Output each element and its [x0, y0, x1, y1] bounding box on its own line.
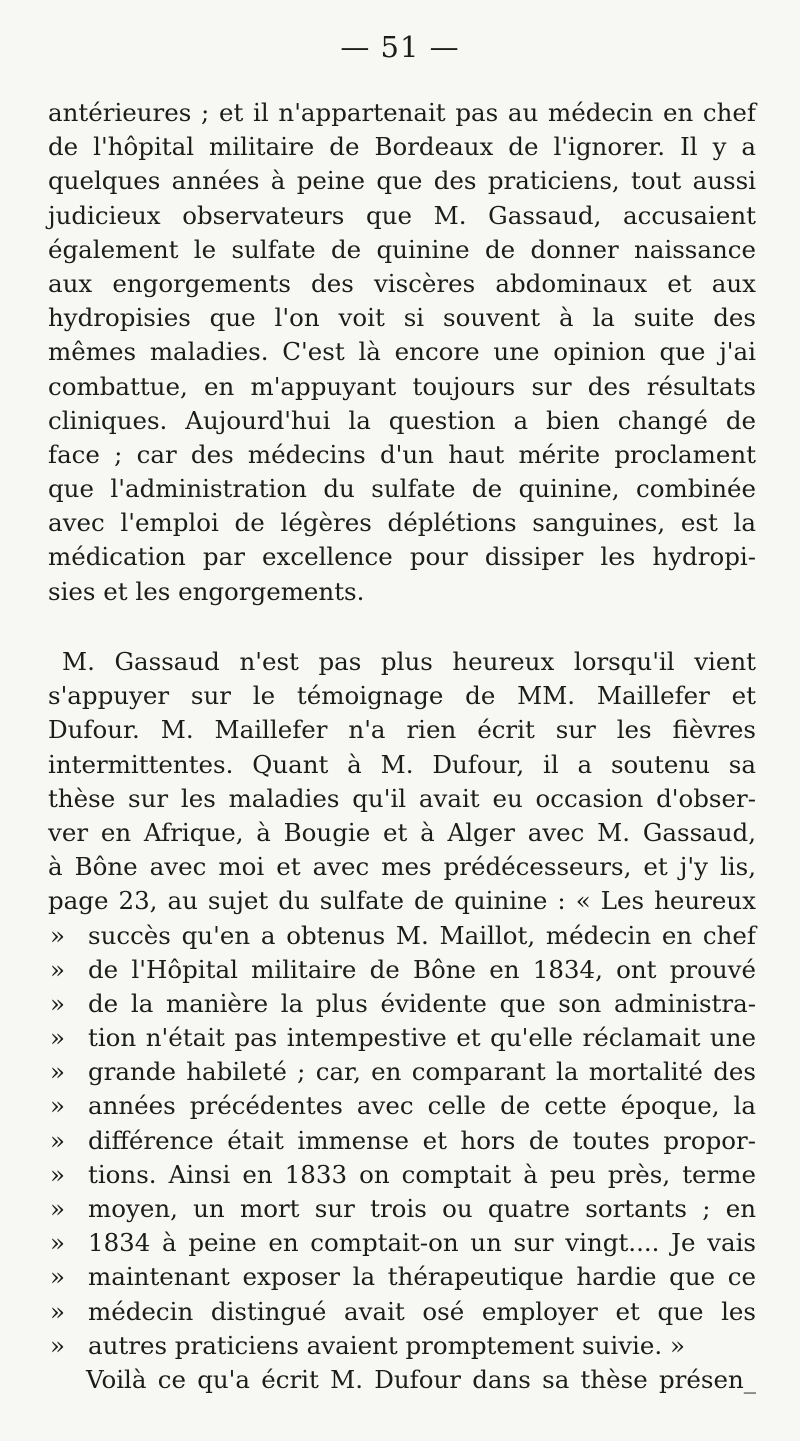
guillemet-mark: »: [50, 1057, 65, 1087]
text-line: à Bône avec moi et avec mes prédécesseurs, et j'y lis,: [48, 852, 756, 882]
quotation-text: 1834 à peine en comptait-on un sur vingt.... Je vais: [88, 1228, 756, 1258]
quotation-line: [48, 953, 756, 987]
guillemet-mark: »: [50, 1330, 65, 1360]
guillemet-mark: »: [50, 954, 65, 984]
text-line: que l'administration du sulfate de quinine, combinée: [48, 474, 756, 504]
text-line: sies et les engorgements.: [48, 576, 365, 606]
quotation-line: [48, 919, 756, 953]
text-line: également le sulfate de quinine de donner naissance: [48, 234, 756, 264]
guillemet-mark: »: [50, 1159, 65, 1189]
text-line: ver en Afrique, à Bougie et à Alger avec M. Gassaud,: [48, 817, 756, 847]
guillemet-mark: »: [50, 1262, 65, 1292]
page-number: — 51 —: [340, 30, 460, 64]
text-line: aux engorgements des viscères abdominaux et aux: [48, 268, 756, 298]
quotation-text: années précédentes avec celle de cette époque, la: [88, 1091, 756, 1121]
quotation-text: moyen, un mort sur trois ou quatre sortants ; en: [88, 1194, 756, 1223]
text-line: combattue, en m'appuyant toujours sur des résultats: [48, 371, 756, 401]
quotation-text: différence était immense et hors de toutes propor-: [88, 1125, 756, 1155]
text-line: quelques années à peine que des praticiens, tout aussi: [48, 166, 756, 196]
text-line: face ; car des médecins d'un haut mérite proclament: [48, 439, 756, 469]
quotation-line: [48, 1158, 756, 1192]
text-line: thèse sur les maladies qu'il avait eu occasion d'obser-: [48, 783, 756, 813]
text-line: M. Gassaud n'est pas plus heureux lorsqu'il vient: [62, 647, 756, 676]
guillemet-mark: »: [50, 988, 65, 1018]
quotation-line: [48, 1055, 756, 1089]
text-line: judicieux observateurs que M. Gassaud, accusaient: [48, 200, 756, 230]
quotation-line: [48, 1124, 756, 1158]
quotation-text: maintenant exposer la thérapeutique hardie que ce: [88, 1262, 756, 1292]
quotation-line: [48, 1329, 756, 1363]
text-line: s'appuyer sur le témoignage de MM. Maillefer et: [48, 681, 756, 711]
text-line: intermittentes. Quant à M. Dufour, il a soutenu sa: [48, 749, 756, 779]
text-line: antérieures ; et il n'appartenait pas au médecin en chef: [48, 98, 756, 127]
quotation-line: [48, 1226, 756, 1260]
text-line: Dufour. M. Maillefer n'a rien écrit sur les fièvres: [48, 715, 756, 745]
guillemet-mark: »: [50, 1023, 65, 1053]
quotation-line: [48, 1260, 756, 1294]
quotation-text: de l'Hôpital militaire de Bône en 1834, ont prouvé: [88, 954, 756, 984]
quotation-line: [48, 987, 756, 1021]
guillemet-mark: »: [50, 1091, 65, 1121]
guillemet-mark: »: [50, 1125, 65, 1155]
quotation-text: grande habileté ; car, en comparant la mortalité des: [88, 1057, 756, 1087]
text-line: de l'hôpital militaire de Bordeaux de l'ignorer. Il y a: [48, 132, 756, 162]
text-line: médication par excellence pour dissiper les hydropi-: [48, 542, 756, 572]
closing-line: Voilà ce qu'a écrit M. Dufour dans sa thèse présen_: [86, 1364, 756, 1394]
quotation-text: de la manière la plus évidente que son administra-: [88, 988, 756, 1018]
guillemet-mark: »: [50, 920, 65, 950]
quotation-line: [48, 1021, 756, 1055]
text-line: avec l'emploi de légères déplétions sanguines, est la: [48, 508, 756, 538]
quotation-text: tions. Ainsi en 1833 on comptait à peu près, terme: [88, 1159, 756, 1189]
quotation-text: succès qu'en a obtenus M. Maillot, médecin en chef: [88, 920, 756, 950]
text-line: mêmes maladies. C'est là encore une opinion que j'ai: [48, 337, 756, 367]
guillemet-mark: »: [50, 1194, 65, 1223]
paragraph-2: [48, 645, 756, 1397]
quotation-line: [48, 1089, 756, 1123]
quotation-text: médecin distingué avait osé employer et que les: [88, 1296, 756, 1326]
guillemet-mark: »: [50, 1296, 65, 1326]
quotation-text: autres praticiens avaient promptement suivie. »: [88, 1330, 685, 1360]
paragraph-1: [48, 96, 756, 609]
text-line: page 23, au sujet du sulfate de quinine : « Les heureux: [48, 886, 756, 916]
quotation-line: [48, 1192, 756, 1226]
quotation-text: tion n'était pas intempestive et qu'elle réclamait une: [88, 1023, 756, 1053]
quotation-line: [48, 1295, 756, 1329]
guillemet-mark: »: [50, 1228, 65, 1258]
text-line: hydropisies que l'on voit si souvent à la suite des: [48, 303, 756, 333]
text-line: cliniques. Aujourd'hui la question a bien changé de: [48, 405, 756, 435]
